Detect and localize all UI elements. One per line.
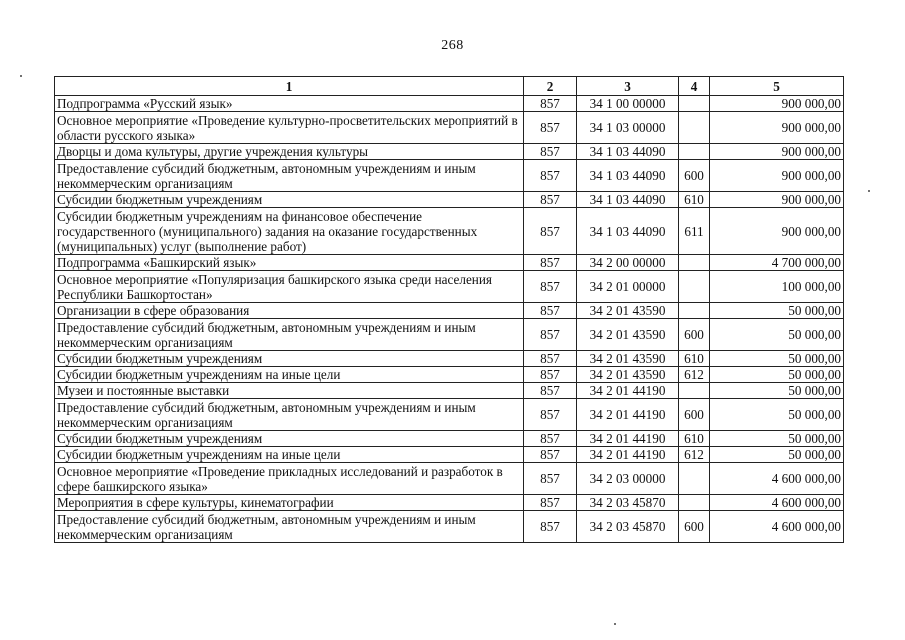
- row-grbs: 857: [524, 495, 577, 511]
- table-row: [55, 383, 844, 399]
- table-row: [55, 96, 844, 112]
- row-name: Основное мероприятие «Популяризация башкирского языка среди населения Республики Башкортостан»: [55, 271, 524, 303]
- row-vr: [679, 463, 710, 495]
- row-csr: 34 2 01 43590: [577, 367, 679, 383]
- row-name: Основное мероприятие «Проведение прикладных исследований и разработок в сфере башкирского языка»: [55, 463, 524, 495]
- row-grbs: 857: [524, 192, 577, 208]
- row-csr: 34 2 01 44190: [577, 399, 679, 431]
- table-row: [55, 511, 844, 543]
- table-row: [55, 463, 844, 495]
- row-grbs: 857: [524, 144, 577, 160]
- row-csr: 34 1 03 00000: [577, 112, 679, 144]
- row-csr: 34 1 03 44090: [577, 160, 679, 192]
- row-name: Мероприятия в сфере культуры, кинематографии: [55, 495, 524, 511]
- row-vr: [679, 255, 710, 271]
- row-amount: 4 700 000,00: [710, 255, 844, 271]
- row-name: Подпрограмма «Башкирский язык»: [55, 255, 524, 271]
- row-grbs: 857: [524, 160, 577, 192]
- row-name: Предоставление субсидий бюджетным, автономным учреждениям и иным некоммерческим организациям: [55, 399, 524, 431]
- table-row: [55, 208, 844, 255]
- row-vr: 610: [679, 351, 710, 367]
- row-csr: 34 1 00 00000: [577, 96, 679, 112]
- row-grbs: 857: [524, 447, 577, 463]
- row-grbs: 857: [524, 319, 577, 351]
- table-row: [55, 447, 844, 463]
- row-name: Дворцы и дома культуры, другие учреждения культуры: [55, 144, 524, 160]
- header-row: [55, 77, 844, 96]
- row-grbs: 857: [524, 511, 577, 543]
- scan-speck: [20, 75, 22, 77]
- row-vr: 600: [679, 319, 710, 351]
- row-name: Предоставление субсидий бюджетным, автономным учреждениям и иным некоммерческим организациям: [55, 511, 524, 543]
- header-col-4: 4: [679, 77, 710, 96]
- row-amount: 900 000,00: [710, 208, 844, 255]
- table-row: [55, 255, 844, 271]
- row-csr: 34 2 03 45870: [577, 511, 679, 543]
- table-row: [55, 303, 844, 319]
- row-amount: 50 000,00: [710, 431, 844, 447]
- row-vr: [679, 383, 710, 399]
- row-name: Субсидии бюджетным учреждениям на иные цели: [55, 447, 524, 463]
- row-csr: 34 2 01 44190: [577, 431, 679, 447]
- row-amount: 900 000,00: [710, 112, 844, 144]
- table-row: [55, 271, 844, 303]
- row-grbs: 857: [524, 96, 577, 112]
- row-csr: 34 2 00 00000: [577, 255, 679, 271]
- row-grbs: 857: [524, 463, 577, 495]
- header-col-1: 1: [55, 77, 524, 96]
- row-vr: [679, 495, 710, 511]
- row-grbs: 857: [524, 208, 577, 255]
- row-csr: 34 1 03 44090: [577, 144, 679, 160]
- row-name: Музеи и постоянные выставки: [55, 383, 524, 399]
- row-amount: 4 600 000,00: [710, 463, 844, 495]
- row-vr: [679, 112, 710, 144]
- row-vr: [679, 271, 710, 303]
- row-vr: 610: [679, 431, 710, 447]
- row-amount: 50 000,00: [710, 303, 844, 319]
- row-vr: 610: [679, 192, 710, 208]
- row-csr: 34 2 03 45870: [577, 495, 679, 511]
- row-csr: 34 2 01 43590: [577, 351, 679, 367]
- row-name: Субсидии бюджетным учреждениям: [55, 351, 524, 367]
- row-grbs: 857: [524, 271, 577, 303]
- row-name: Субсидии бюджетным учреждениям: [55, 431, 524, 447]
- table-row: [55, 399, 844, 431]
- row-name: Субсидии бюджетным учреждениям на финансовое обеспечение государственного (муниципального) задания на оказание государственных (муниципальных) услуг (выполнение работ): [55, 208, 524, 255]
- table-row: [55, 431, 844, 447]
- row-amount: 50 000,00: [710, 351, 844, 367]
- row-amount: 900 000,00: [710, 192, 844, 208]
- row-vr: 612: [679, 367, 710, 383]
- row-name: Организации в сфере образования: [55, 303, 524, 319]
- row-vr: [679, 96, 710, 112]
- row-name: Субсидии бюджетным учреждениям на иные цели: [55, 367, 524, 383]
- row-grbs: 857: [524, 112, 577, 144]
- row-vr: 611: [679, 208, 710, 255]
- row-grbs: 857: [524, 303, 577, 319]
- row-csr: 34 2 01 00000: [577, 271, 679, 303]
- table-row: [55, 144, 844, 160]
- row-csr: 34 1 03 44090: [577, 208, 679, 255]
- header-col-2: 2: [524, 77, 577, 96]
- scan-speck: [868, 190, 870, 192]
- table-row: [55, 160, 844, 192]
- table-row: [55, 112, 844, 144]
- row-grbs: 857: [524, 367, 577, 383]
- row-name: Подпрограмма «Русский язык»: [55, 96, 524, 112]
- row-csr: 34 2 01 44190: [577, 447, 679, 463]
- row-amount: 900 000,00: [710, 96, 844, 112]
- row-amount: 900 000,00: [710, 144, 844, 160]
- row-amount: 900 000,00: [710, 160, 844, 192]
- row-csr: 34 2 01 43590: [577, 319, 679, 351]
- row-vr: 600: [679, 511, 710, 543]
- table-row: [55, 367, 844, 383]
- row-name: Предоставление субсидий бюджетным, автономным учреждениям и иным некоммерческим организациям: [55, 160, 524, 192]
- row-csr: 34 2 01 44190: [577, 383, 679, 399]
- row-name: Предоставление субсидий бюджетным, автономным учреждениям и иным некоммерческим организациям: [55, 319, 524, 351]
- row-amount: 50 000,00: [710, 399, 844, 431]
- row-vr: [679, 303, 710, 319]
- row-vr: 612: [679, 447, 710, 463]
- row-grbs: 857: [524, 255, 577, 271]
- row-csr: 34 2 01 43590: [577, 303, 679, 319]
- header-col-3: 3: [577, 77, 679, 96]
- row-csr: 34 2 03 00000: [577, 463, 679, 495]
- row-amount: 50 000,00: [710, 447, 844, 463]
- row-csr: 34 1 03 44090: [577, 192, 679, 208]
- row-name: Субсидии бюджетным учреждениям: [55, 192, 524, 208]
- row-amount: 50 000,00: [710, 319, 844, 351]
- scan-speck: [614, 623, 616, 625]
- row-vr: 600: [679, 160, 710, 192]
- table-row: [55, 495, 844, 511]
- row-vr: 600: [679, 399, 710, 431]
- table-row: [55, 351, 844, 367]
- row-grbs: 857: [524, 383, 577, 399]
- row-amount: 100 000,00: [710, 271, 844, 303]
- row-amount: 4 600 000,00: [710, 511, 844, 543]
- header-col-5: 5: [710, 77, 844, 96]
- row-grbs: 857: [524, 431, 577, 447]
- row-amount: 50 000,00: [710, 383, 844, 399]
- budget-table: [54, 76, 844, 543]
- row-amount: 50 000,00: [710, 367, 844, 383]
- row-grbs: 857: [524, 351, 577, 367]
- row-amount: 4 600 000,00: [710, 495, 844, 511]
- table-row: [55, 192, 844, 208]
- row-vr: [679, 144, 710, 160]
- row-name: Основное мероприятие «Проведение культурно-просветительских мероприятий в области русского языка»: [55, 112, 524, 144]
- table-row: [55, 319, 844, 351]
- row-grbs: 857: [524, 399, 577, 431]
- page-number: 268: [441, 38, 464, 53]
